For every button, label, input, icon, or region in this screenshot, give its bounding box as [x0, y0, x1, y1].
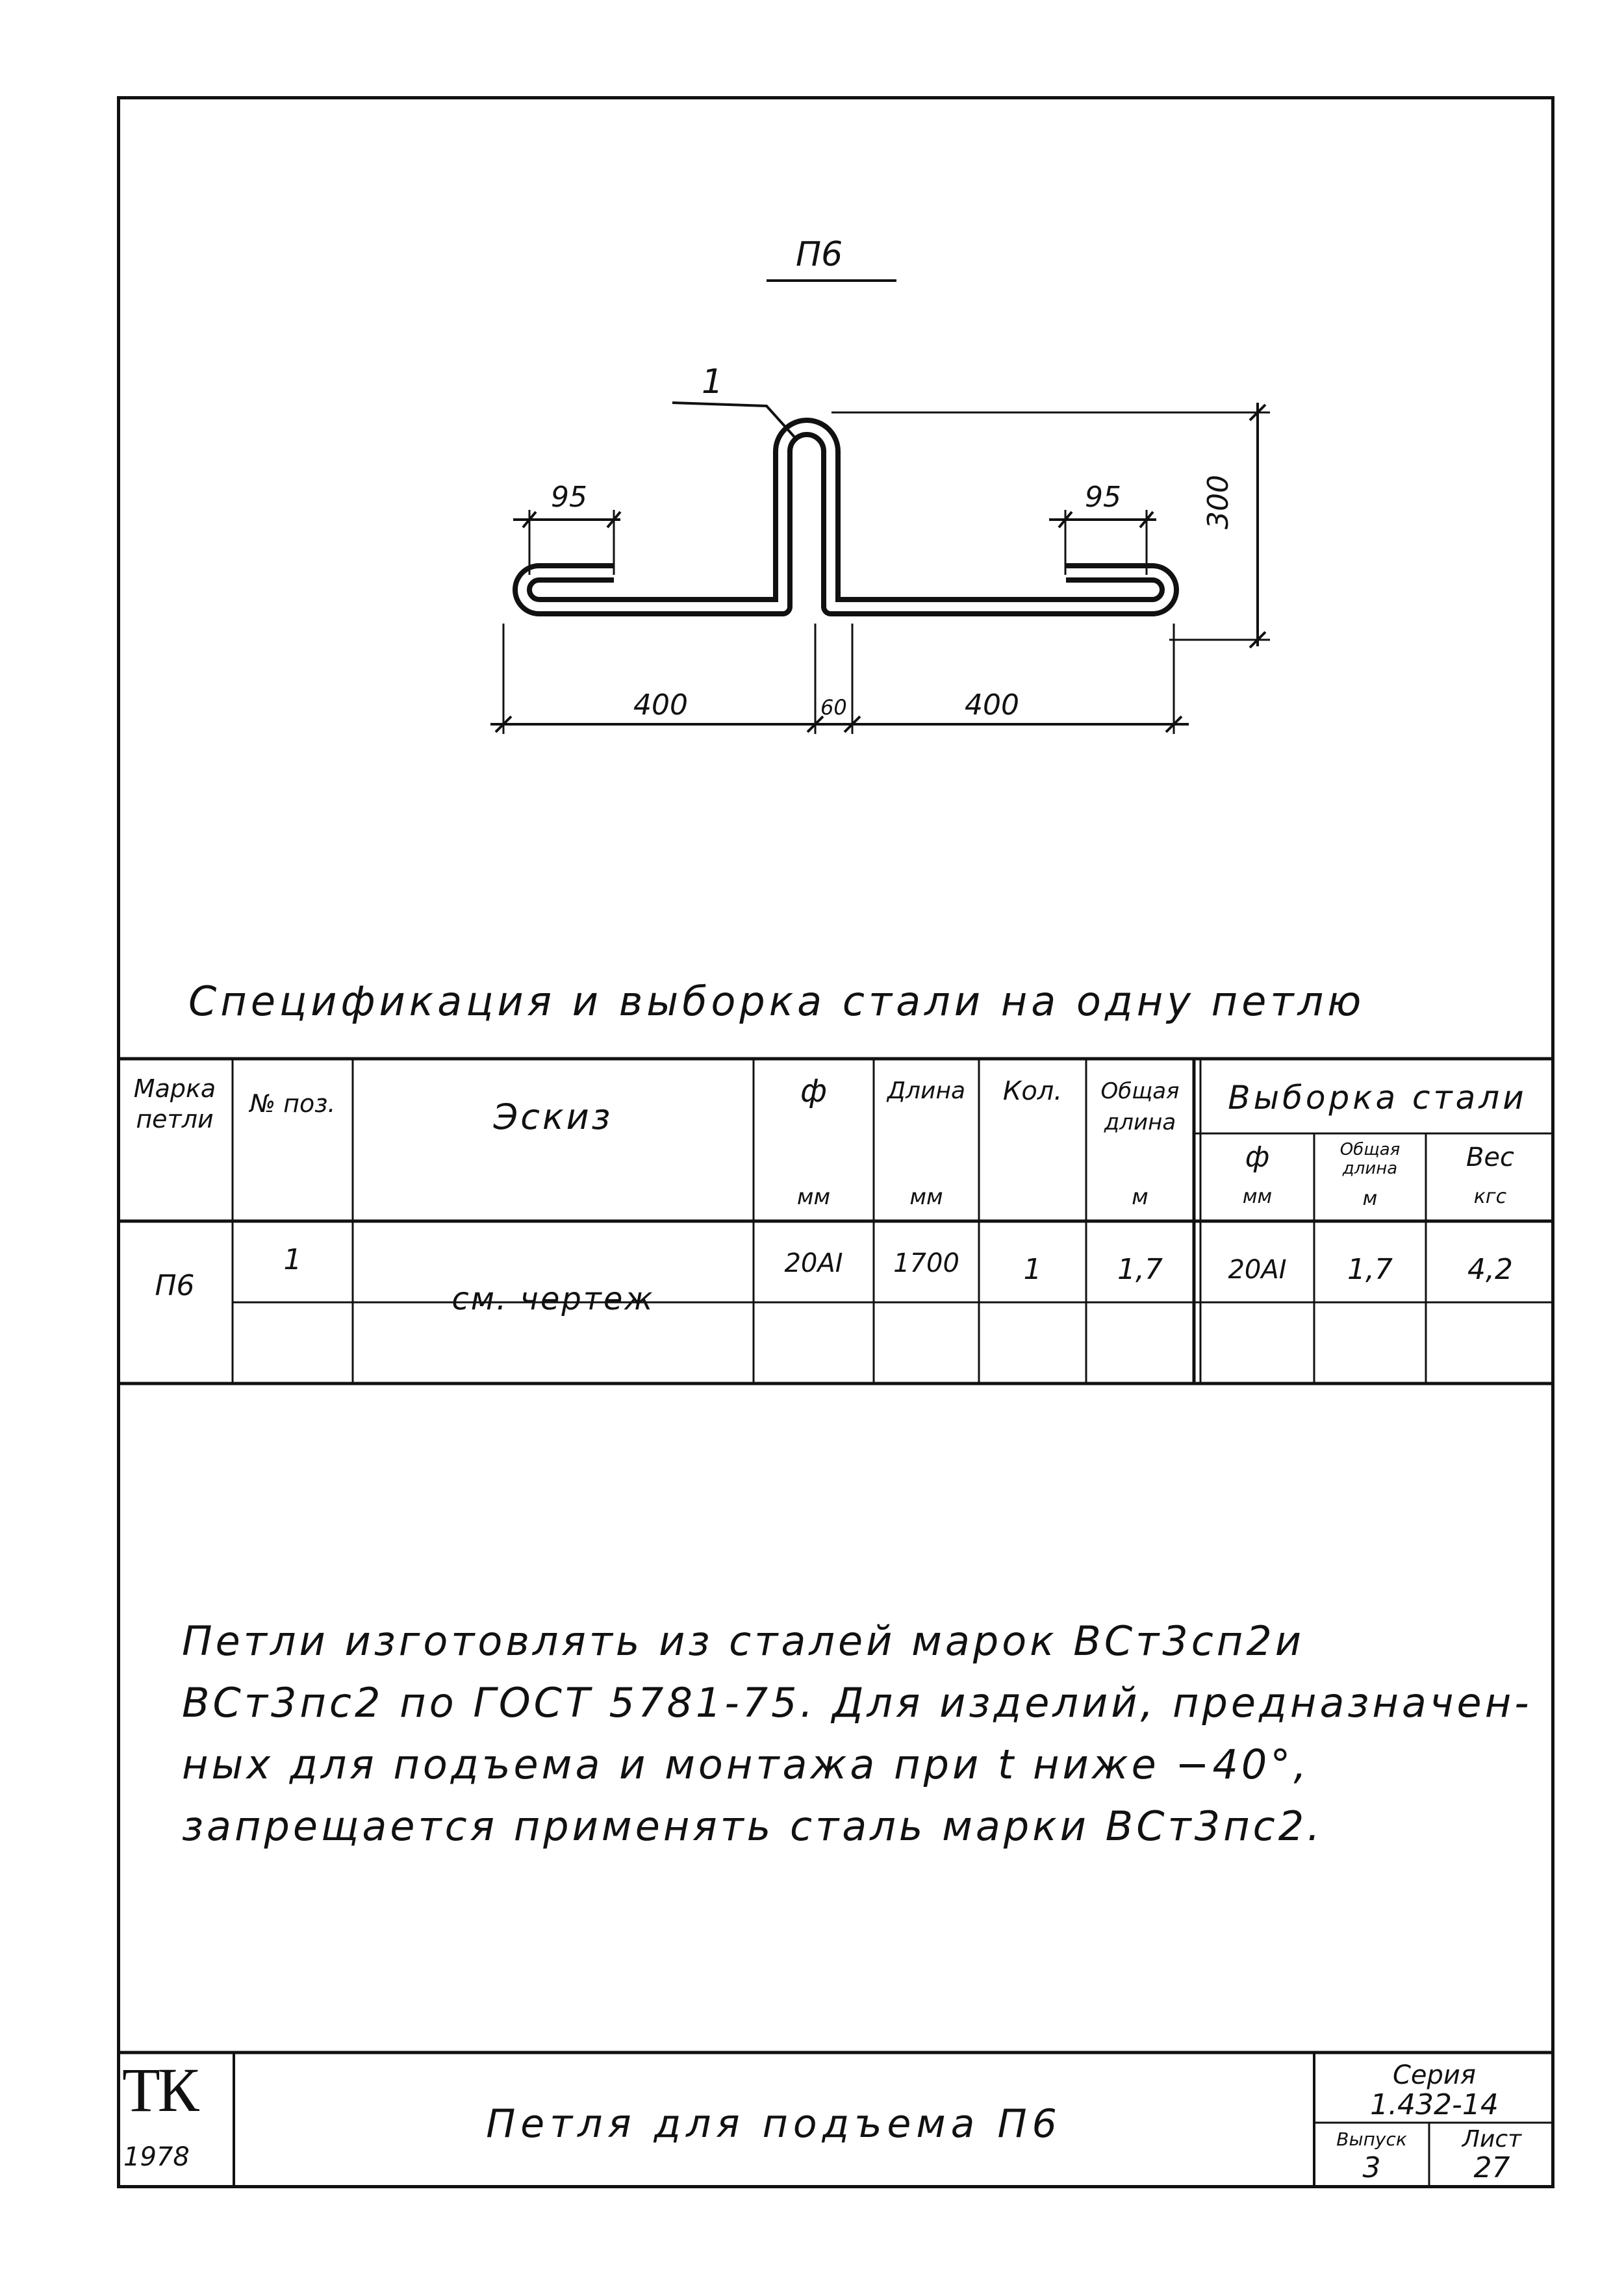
th-weight: Вес [1465, 1143, 1515, 1172]
series-value: 1.432-14 [1370, 2088, 1499, 2121]
th-sketch: Эскиз [493, 1096, 613, 1137]
sheet-label: Лист [1462, 2126, 1522, 2153]
th-sel-dia: ф [1245, 1141, 1270, 1174]
position-label: 1 [702, 362, 724, 401]
series-label: Серия [1393, 2060, 1476, 2090]
th-weight-unit: кгс [1473, 1185, 1507, 1208]
td-sel-total-length: 1,7 [1347, 1253, 1393, 1286]
sheet-value: 27 [1473, 2151, 1510, 2184]
th-total-length: Общая длина [1100, 1078, 1180, 1135]
td-dia: 20АI [784, 1248, 843, 1278]
note-line-1: Петли изготовлять из сталей марок ВСт3сп2и [182, 1617, 1305, 1665]
th-length: Длина [887, 1078, 966, 1104]
th-dia-unit: мм [796, 1183, 831, 1210]
td-mark: П6 [155, 1269, 195, 1302]
issue-label: Выпуск [1336, 2129, 1407, 2150]
dim-left-hook: 95 [551, 481, 587, 514]
td-total-length: 1,7 [1117, 1253, 1163, 1286]
th-total-length-unit: м [1132, 1183, 1148, 1210]
th-sel-total-length: Общая длина [1339, 1140, 1401, 1178]
title-name: Петля для подъема П6 [486, 2101, 1062, 2147]
tk-logo: ТК [122, 2055, 197, 2125]
td-qty: 1 [1023, 1253, 1042, 1286]
dim-right-span: 400 [965, 689, 1019, 722]
note-line-4: запрещается применять сталь марки ВСт3пс2. [182, 1802, 1323, 1850]
td-length: 1700 [893, 1248, 959, 1278]
issue-value: 3 [1362, 2151, 1381, 2184]
spec-caption: Спецификация и выборка стали на одну петлю [188, 978, 1365, 1025]
dim-left-span: 400 [633, 689, 688, 722]
th-sel-dia-unit: мм [1242, 1185, 1273, 1208]
th-selection: Выборка стали [1228, 1079, 1527, 1117]
title-year: 1978 [123, 2142, 190, 2172]
td-sketch: см. чертеж [451, 1281, 655, 1317]
drawing-title: П6 [796, 235, 843, 274]
td-pos: 1 [283, 1243, 302, 1276]
th-length-unit: мм [909, 1183, 943, 1210]
dim-right-hook: 95 [1085, 481, 1121, 514]
dim-gap: 60 [820, 695, 847, 720]
th-dia: ф [800, 1073, 828, 1109]
th-pos: № поз. [249, 1089, 336, 1118]
td-weight: 4,2 [1467, 1253, 1513, 1286]
th-sel-total-length-unit: м [1362, 1187, 1378, 1210]
th-mark: Марка петли [133, 1074, 216, 1133]
td-sel-dia: 20АI [1228, 1255, 1287, 1285]
note-line-2: ВСт3пс2 по ГОСТ 5781-75. Для изделий, предназначен- [182, 1679, 1532, 1726]
th-qty: Кол. [1002, 1076, 1063, 1106]
note-line-3: ных для подъема и монтажа при t ниже −40°, [182, 1741, 1310, 1788]
dim-height: 300 [1202, 475, 1235, 529]
